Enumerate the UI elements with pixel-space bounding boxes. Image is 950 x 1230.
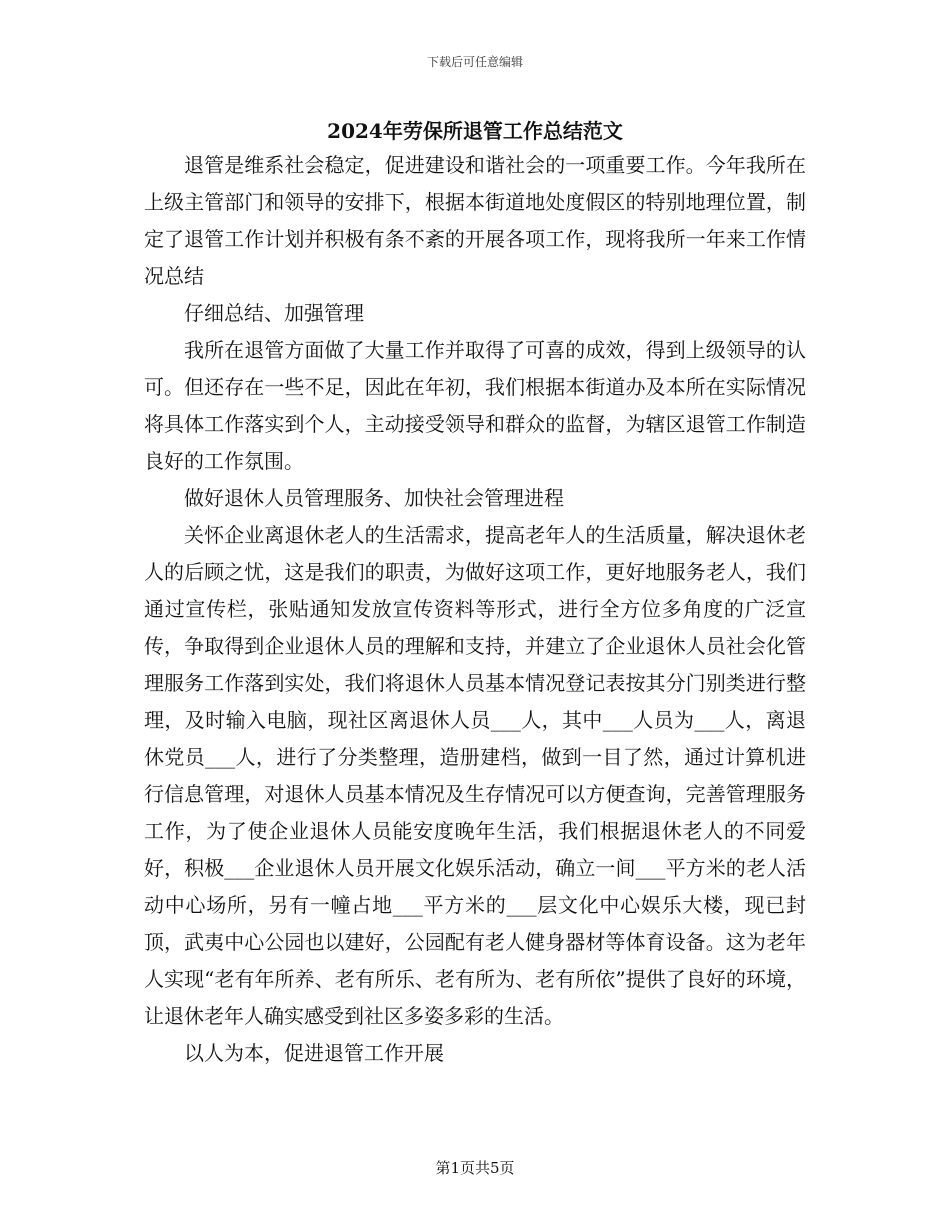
section-heading-1: 仔细总结、加强管理 [184,301,364,325]
paragraph-section-1: 我所在退管方面做了大量工作并取得了可喜的成效，得到上级领导的认可。但还存在一些不足，因此在年初，我们根据本街道办及本所在实际情况将具体工作落实到个人，主动接受领导和群众的监督，为辖区退管工作制造良好的工作氛围。 [144,338,806,473]
header-note: 下载后可任意编辑 [426,55,523,69]
section-heading-2: 做好退休人员管理服务、加快社会管理进程 [184,486,564,510]
document-body [144,147,806,1072]
section-heading-3: 以人为本，促进退管工作开展 [184,1041,444,1065]
page-number: 第1页共5页 [435,1159,515,1177]
paragraph-section-2: 关怀企业离退休老人的生活需求，提高老年人的生活质量，解决退休老人的后顾之忧，这是我们的职责，为做好这项工作，更好地服务老人，我们通过宣传栏，张贴通知发放宣传资料等形式，进行全方位多角度的广泛宣传，争取得到企业退休人员的理解和支持，并建立了企业退休人员社会化管理服务工作落到实处，我们将退休人员基本情况登记表按其分门别类进行整理，及时输入电脑，现社区离退休人员___人，其中___人员为___人，离退休党员___人，进行了分类整理，造册建档，做到一目了然，通过计算机进行信息管理，对退休人员基本情况及生存情况可以方便查询，完善管理服务工作，为了使企业退休人员能安度晚年生活，我们根据退休老人的不同爱好，积极___企业退休人员开展文化娱乐活动，确立一间___平方米的老人活动中心场所，另有一幢占地___平方米的___层文化中心娱乐大楼，现已封顶，武夷中心公园也以建好，公园配有老人健身器材等体育设备。这为老年人实现“老有年所养、老有所乐、老有所为、老有所依”提供了良好的环境，让退休老年人确实感受到社区多姿多彩的生活。 [144,523,806,1028]
document-title: 2024年劳保所退管工作总结范文 [327,119,623,143]
paragraph-intro: 退管是维系社会稳定，促进建设和谐社会的一项重要工作。今年我所在上级主管部门和领导的安排下，根据本街道地处度假区的特别地理位置，制定了退管工作计划并积极有条不紊的开展各项工作，现将我所一年来工作情况总结 [144,153,806,288]
